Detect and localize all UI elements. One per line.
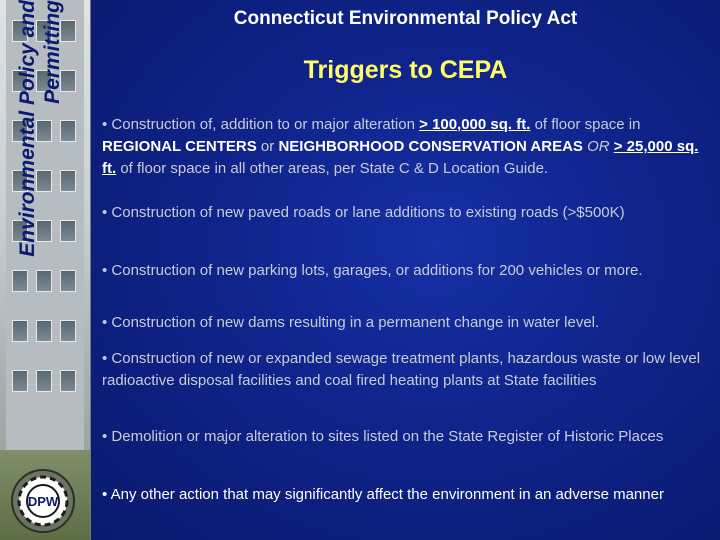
list-item: • Any other action that may significantly affect the environment in an adverse manner bbox=[102, 486, 664, 503]
dpw-logo-icon bbox=[10, 468, 76, 534]
sidebar-title bbox=[0, 0, 90, 350]
slide-content bbox=[91, 0, 720, 540]
slide-subtitle: Triggers to CEPA bbox=[303, 56, 508, 84]
window bbox=[12, 370, 28, 392]
list-item: • Construction of new dams resulting in a permanent change in water level. bbox=[102, 314, 600, 331]
window bbox=[36, 370, 52, 392]
list-item: • Construction of, addition to or major alteration > 100,000 sq. ft. of floor space in REGIONAL CENTERS or NEIGHBORHOOD CONSERVATION AREAS OR > 25,000 sq. ft. of floor space in all other areas, per State C & D Location Guide. bbox=[102, 116, 699, 177]
list-item: • Construction of new paved roads or lane additions to existing roads (>$500K) bbox=[102, 204, 625, 221]
list-item: • Demolition or major alteration to sites listed on the State Register of Historic Places bbox=[102, 428, 664, 445]
sidebar-title-line2: Permitting bbox=[41, 0, 64, 104]
logo-text: DPW bbox=[27, 494, 59, 509]
list-item: • Construction of new or expanded sewage treatment plants, hazardous waste or low level radioactive disposal facilities and coal fired heating plants at State facilities bbox=[102, 350, 701, 389]
sidebar-photo bbox=[0, 0, 91, 540]
list-item: • Construction of new parking lots, garages, or additions for 200 vehicles or more. bbox=[102, 262, 643, 279]
slide-title: Connecticut Environmental Policy Act bbox=[233, 8, 578, 29]
sidebar-title-line1: Environmental Policy and bbox=[16, 0, 39, 257]
window bbox=[60, 370, 76, 392]
